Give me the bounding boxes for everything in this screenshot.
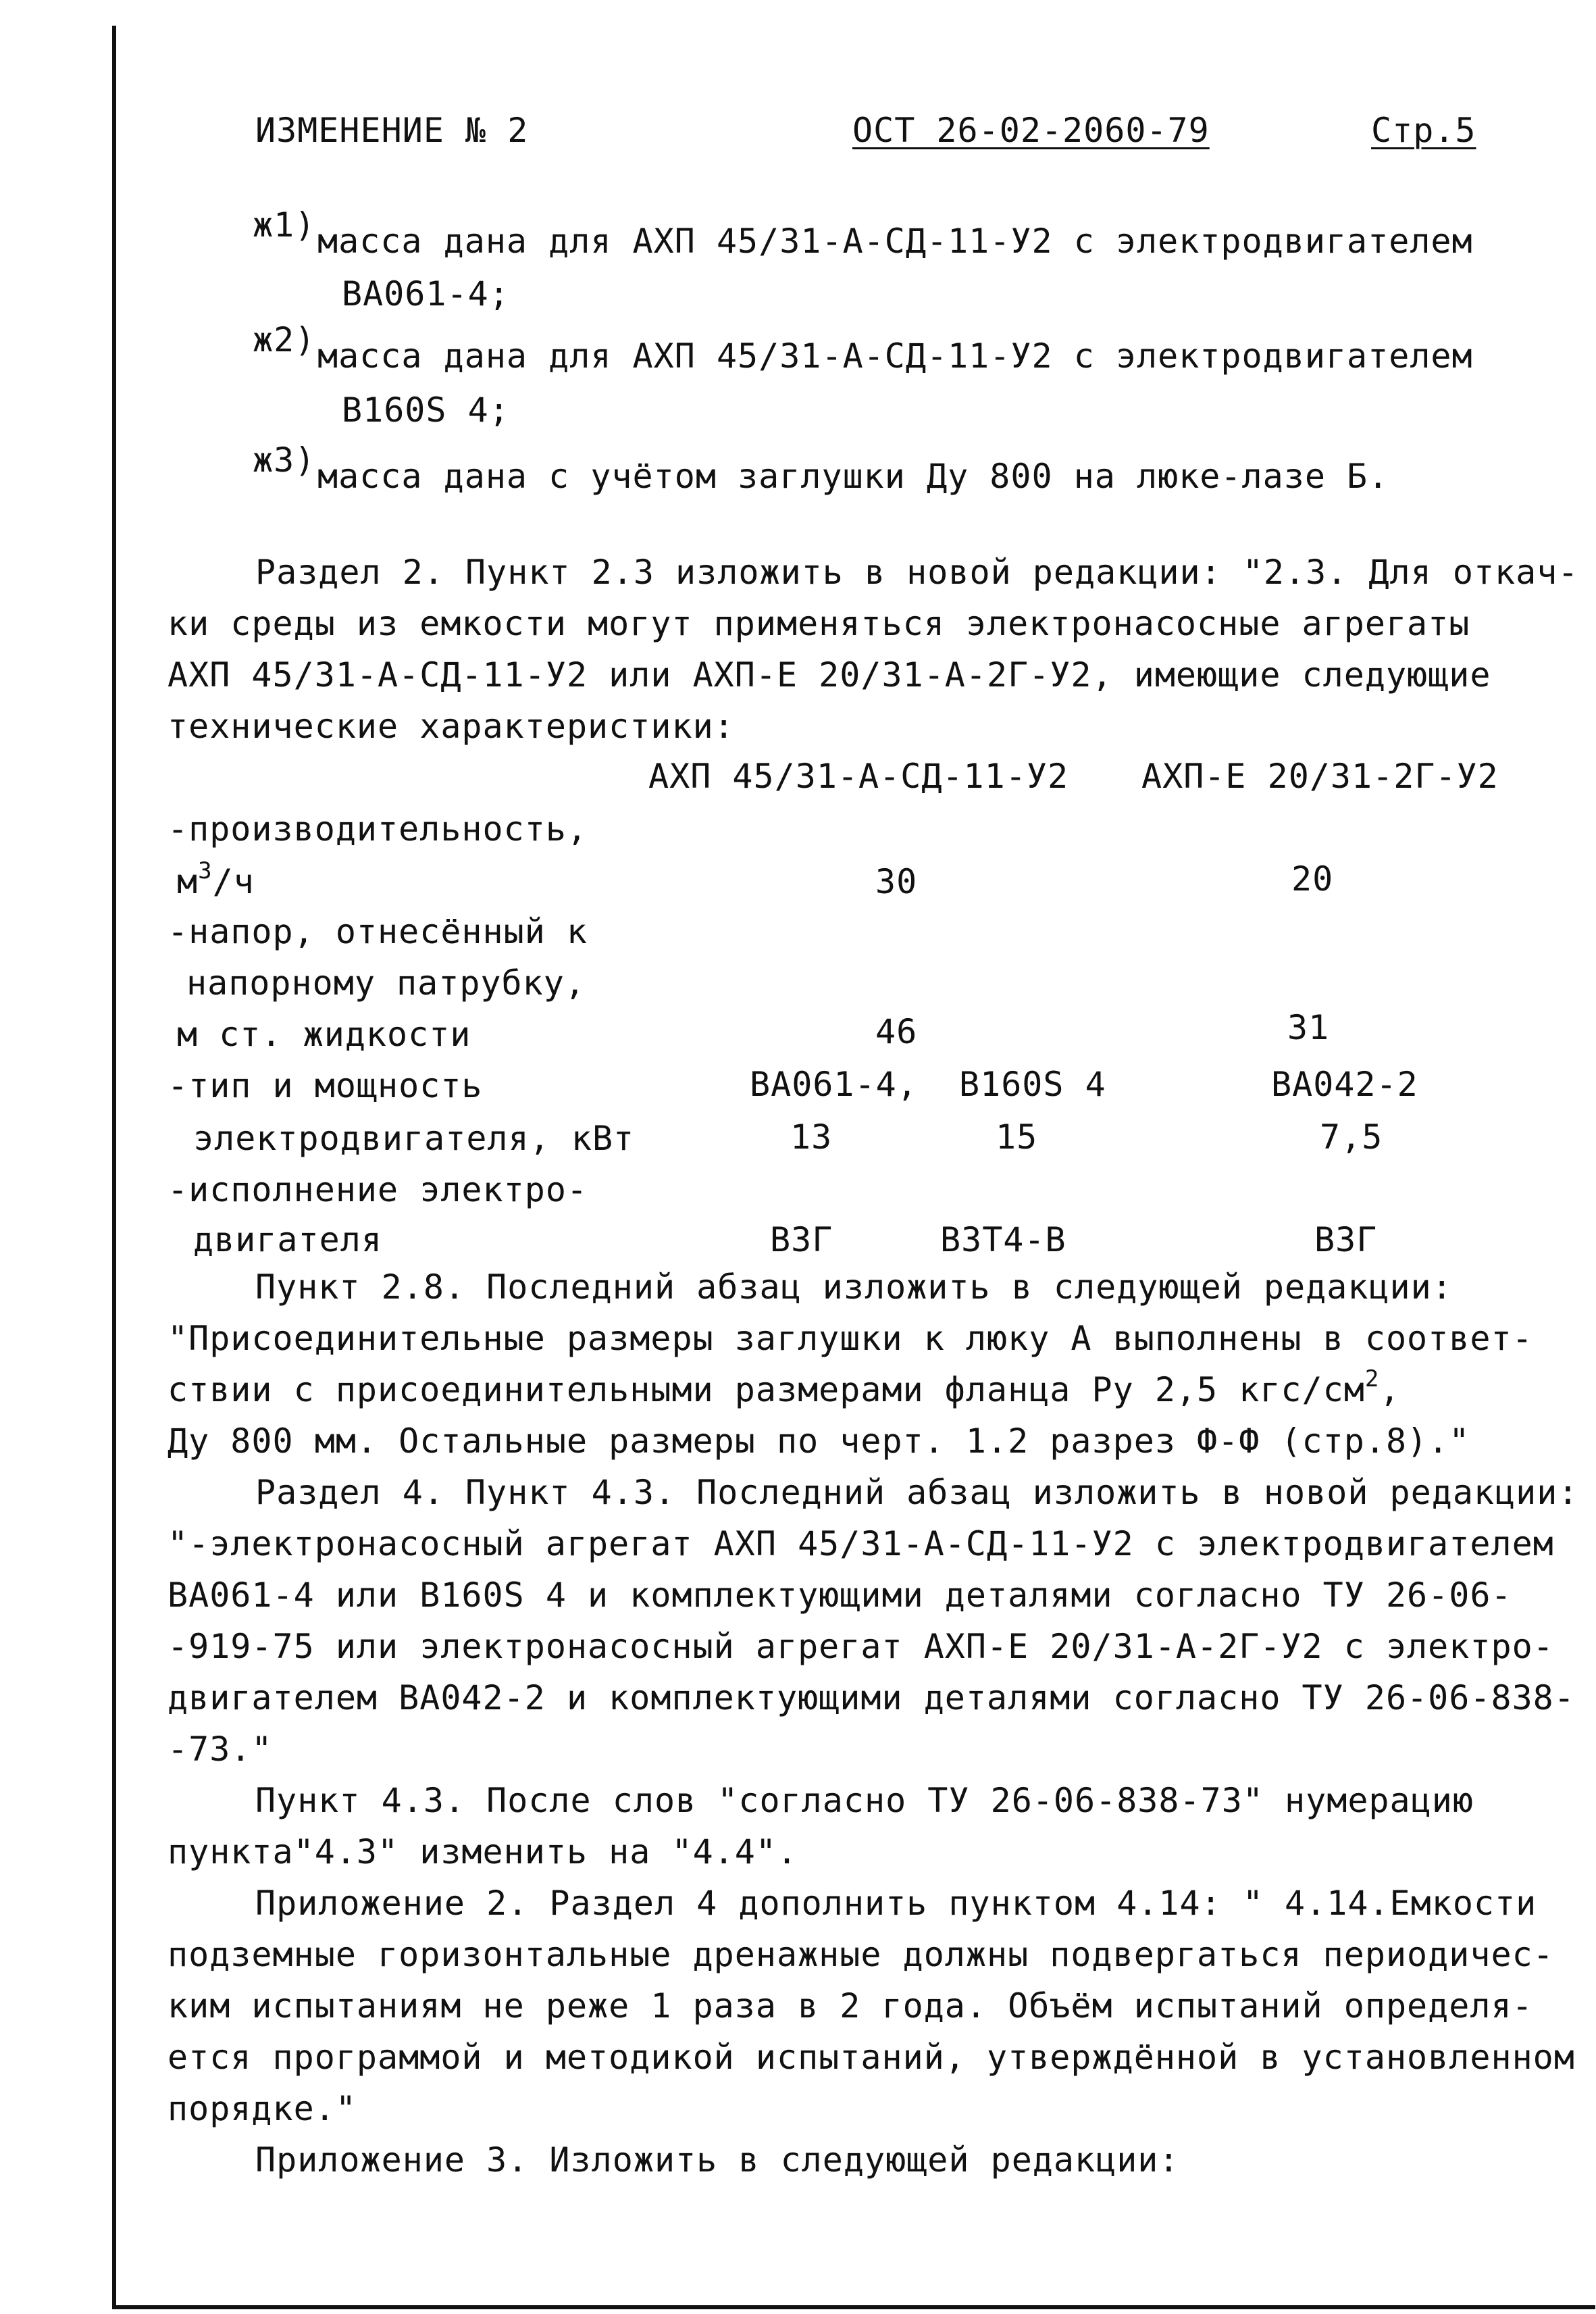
spec-exec-a2: В3Т4-В	[940, 1220, 1066, 1259]
footnote-3-mark: ж3)	[253, 441, 316, 480]
spec-col-a-header: АХП 45/31-А-СД-11-У2	[648, 757, 1069, 796]
spec-head-label-1: -напор, отнесённый к	[168, 912, 588, 951]
spec-motor-label-1: -тип и мощность	[168, 1066, 483, 1105]
spec-productivity-unit: $м^3/ч$	[177, 857, 255, 901]
page-number: Стр.5	[1371, 111, 1476, 150]
spec-head-label-3: м ст. жидкости	[177, 1015, 471, 1054]
footnote-2-text: масса дана для АХП 45/31-А-СД-11-У2 с электродвигателем	[317, 336, 1473, 376]
standard-number: ОСТ 26-02-2060-79	[852, 111, 1210, 150]
spec-motor-a2: В160S 4	[959, 1065, 1106, 1104]
spec-exec-a1: В3Г	[770, 1220, 833, 1259]
footnote-1-text: масса дана для АХП 45/31-А-СД-11-У2 с электродвигателем	[317, 222, 1473, 261]
spec-exec-label-1: -исполнение электро-	[168, 1170, 588, 1209]
para-4-3-line-6: -73."	[168, 1730, 273, 1769]
footnote-3-text: масса дана с учётом заглушки Ду 800 на люке-лазе Б.	[317, 457, 1389, 496]
spec-productivity-label: -производительность,	[168, 809, 588, 849]
spec-head-a: 46	[875, 1012, 918, 1051]
footnote-1-cont: ВА061-4;	[342, 274, 510, 313]
para-4-3-line-3: ВА061-4 или В160S 4 и комплектующими деталями согласно ТУ 26-06-	[168, 1576, 1512, 1615]
footnote-1-mark: ж1)	[253, 205, 316, 245]
para-4-3-line-2: "-электронасосный агрегат АХП 45/31-А-СД-11-У2 с электродвигателем	[168, 1524, 1554, 1563]
spec-productivity-b: 20	[1291, 859, 1334, 899]
para-2-3-line-2: ки среды из емкости могут применяться электронасосные агрегаты	[168, 604, 1470, 643]
para-2-8-line-3: ствии с присоединительными размерами фланца Ру 2,5 кгс/$см^2$,	[168, 1365, 1401, 1409]
para-2-3-line-1: Раздел 2. Пункт 2.3 изложить в новой редакции: "2.3. Для откач-	[255, 553, 1579, 592]
spec-motor-b-kw: 7,5	[1320, 1117, 1383, 1157]
para-4-3-line-5: двигателем ВА042-2 и комплектующими деталями согласно ТУ 26-06-838-	[168, 1678, 1575, 1717]
para-4-3-line-1: Раздел 4. Пункт 4.3. Последний абзац изложить в новой редакции:	[255, 1473, 1579, 1512]
spec-col-b-header: АХП-Е 20/31-2Г-У2	[1141, 757, 1499, 796]
spec-motor-a1-kw: 13	[790, 1117, 833, 1157]
para-app2-line-2: подземные горизонтальные дренажные должны подвергаться периодичес-	[168, 1935, 1554, 1974]
para-app2-line-4: ется программой и методикой испытаний, утверждённой в установленном	[168, 2038, 1575, 2077]
para-4-3-line-4: -919-75 или электронасосный агрегат АХП-Е 20/31-А-2Г-У2 с электро-	[168, 1627, 1554, 1666]
para-2-8-line-4: Ду 800 мм. Остальные размеры по черт. 1.2 разрез Ф-Ф (стр.8)."	[168, 1422, 1470, 1461]
spec-motor-a1: ВА061-4,	[750, 1065, 918, 1104]
footnote-2-mark: ж2)	[253, 320, 316, 359]
spec-head-b: 31	[1287, 1008, 1330, 1047]
spec-exec-b: В3Г	[1314, 1220, 1378, 1259]
para-app3: Приложение 3. Изложить в следующей редакции:	[255, 2140, 1180, 2180]
change-number: ИЗМЕНЕНИЕ № 2	[255, 111, 529, 150]
para-app2-line-3: ким испытаниям не реже 1 раза в 2 года. Объём испытаний определя-	[168, 1986, 1533, 2026]
para-app2-line-5: порядке."	[168, 2089, 357, 2128]
footnote-2-cont: В160S 4;	[342, 391, 510, 430]
para-4-3b-line-1: Пункт 4.3. После слов "согласно ТУ 26-06-838-73" нумерацию	[255, 1781, 1474, 1820]
para-2-8-line-2: "Присоединительные размеры заглушки к люку А выполнены в соответ-	[168, 1319, 1533, 1358]
spec-productivity-a: 30	[875, 862, 918, 901]
spec-motor-label-2: электродвигателя, кВт	[193, 1119, 635, 1158]
para-2-3-line-4: технические характеристики:	[168, 707, 735, 746]
para-2-3-line-3: АХП 45/31-А-СД-11-У2 или АХП-Е 20/31-А-2Г-У2, имеющие следующие	[168, 655, 1491, 695]
para-app2-line-1: Приложение 2. Раздел 4 дополнить пунктом 4.14: " 4.14.Емкости	[255, 1884, 1537, 1923]
para-4-3b-line-2: пункта"4.3" изменить на "4.4".	[168, 1832, 798, 1871]
spec-motor-b: ВА042-2	[1271, 1065, 1418, 1104]
para-2-8-line-1: Пункт 2.8. Последний абзац изложить в следующей редакции:	[255, 1267, 1453, 1307]
spec-motor-a2-kw: 15	[996, 1117, 1038, 1157]
spec-head-label-2: напорному патрубку,	[186, 963, 586, 1003]
spec-exec-label-2: двигателя	[193, 1220, 382, 1259]
